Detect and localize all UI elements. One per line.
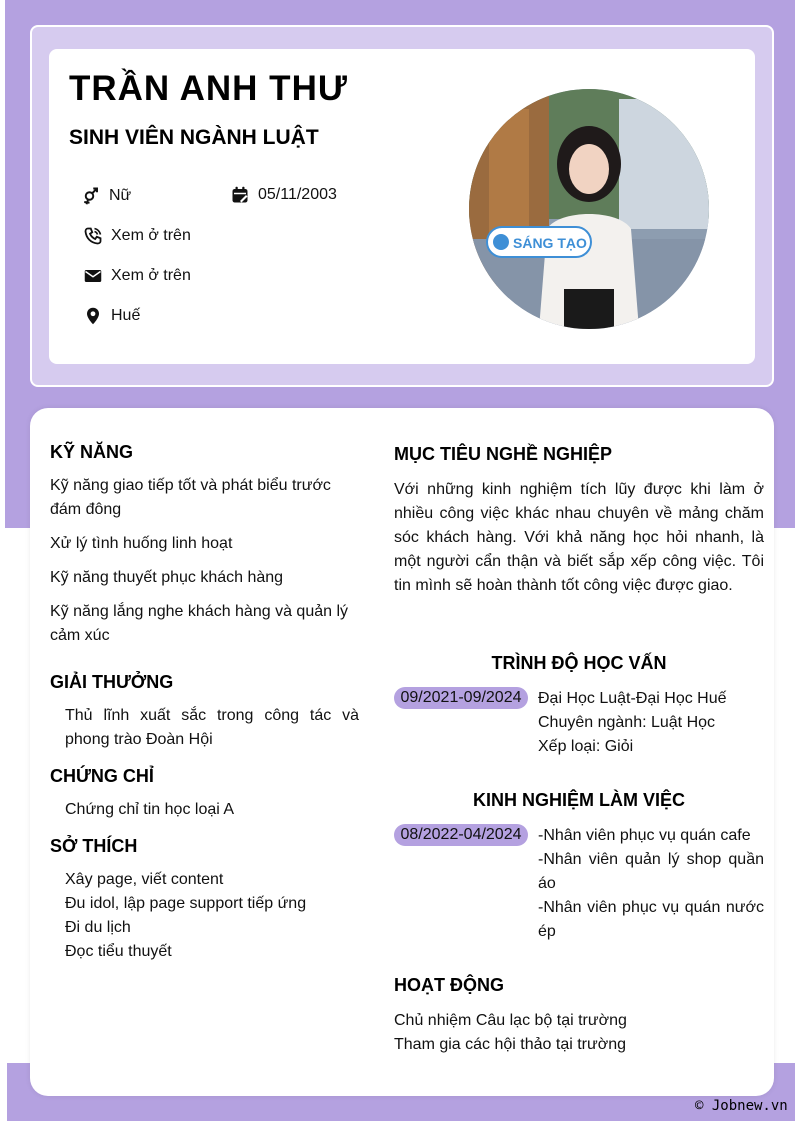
gender-info bbox=[82, 187, 131, 205]
hobbies-heading: SỞ THÍCH bbox=[50, 836, 138, 856]
skill-item: Kỹ năng thuyết phục khách hàng bbox=[50, 569, 284, 586]
address-info bbox=[84, 307, 140, 325]
hobby-item: Đọc tiểu thuyết bbox=[65, 943, 172, 960]
location-pin-icon bbox=[84, 307, 102, 325]
education-grade: Xếp loại: Giỏi bbox=[538, 738, 634, 755]
education-date: 09/2021-09/2024 bbox=[394, 687, 528, 709]
avatar-badge-text: SÁNG TẠO bbox=[513, 235, 587, 251]
candidate-title: SINH VIÊN NGÀNH LUẬT bbox=[69, 126, 319, 149]
education-school: Đại Học Luật-Đại Học Huế bbox=[538, 690, 727, 707]
hobby-item: Xây page, viết content bbox=[65, 871, 224, 888]
experience-item: -Nhân viên quản lý shop quần áo bbox=[538, 851, 764, 892]
phone-icon bbox=[84, 227, 102, 245]
phone-info bbox=[84, 227, 191, 245]
phone-value: Xem ở trên bbox=[111, 227, 191, 244]
skill-item: Xử lý tình huống linh hoạt bbox=[50, 535, 233, 552]
email-value: Xem ở trên bbox=[111, 267, 191, 284]
activities-heading: HOẠT ĐỘNG bbox=[394, 975, 504, 995]
skill-item: Kỹ năng giao tiếp tốt và phát biểu trước đám đông bbox=[50, 477, 331, 518]
email-icon bbox=[84, 267, 102, 285]
calendar-icon bbox=[231, 186, 249, 204]
education-heading: TRÌNH ĐỘ HỌC VẤN bbox=[491, 653, 667, 673]
header-frame bbox=[30, 25, 774, 387]
activity-item: Tham gia các hội thảo tại trường bbox=[394, 1036, 626, 1053]
certificate-item: Chứng chỉ tin học loại A bbox=[65, 801, 235, 818]
objective-text: Với những kinh nghiệm tích lũy được khi làm ở nhiều công việc khác nhau chuyên về mảng chăm sóc khách hàng. Với khả năng học hỏi nhanh, là một người cẩn thận và biết sắp xếp công việc. Tôi tin mình sẽ hoàn thành tốt công việc được giao. bbox=[394, 481, 764, 594]
certificates-heading: CHỨNG CHỈ bbox=[50, 766, 154, 786]
experience-heading: KINH NGHIỆM LÀM VIỆC bbox=[472, 790, 685, 810]
candidate-name: TRẦN ANH THƯ bbox=[69, 69, 348, 108]
experience-item: -Nhân viên phục vụ quán cafe bbox=[538, 827, 751, 844]
avatar-photo bbox=[469, 89, 709, 329]
birthdate-info bbox=[231, 186, 337, 204]
skills-heading: KỸ NĂNG bbox=[50, 442, 134, 462]
experience-date: 08/2022-04/2024 bbox=[394, 824, 528, 846]
gender-value: Nữ bbox=[109, 187, 132, 204]
birthdate-value: 05/11/2003 bbox=[258, 186, 337, 203]
hobby-item: Đu idol, lập page support tiếp ứng bbox=[65, 895, 307, 912]
main-content-card bbox=[30, 408, 774, 1096]
email-info bbox=[84, 267, 191, 285]
copyright-text: © Jobnew.vn bbox=[695, 1098, 788, 1114]
hobby-item: Đi du lịch bbox=[65, 919, 131, 936]
experience-item: -Nhân viên phục vụ quán nước ép bbox=[538, 899, 764, 940]
avatar bbox=[469, 89, 709, 329]
activity-item: Chủ nhiệm Câu lạc bộ tại trường bbox=[394, 1012, 627, 1029]
gender-icon bbox=[82, 187, 100, 205]
education-major: Chuyên ngành: Luật Học bbox=[538, 714, 716, 731]
skill-item: Kỹ năng lắng nghe khách hàng và quản lý cảm xúc bbox=[50, 603, 349, 644]
objective-heading: MỤC TIÊU NGHỀ NGHIỆP bbox=[394, 444, 613, 464]
award-item: Thủ lĩnh xuất sắc trong công tác và phong trào Đoàn Hội bbox=[65, 707, 359, 748]
awards-heading: GIẢI THƯỞNG bbox=[50, 672, 174, 692]
address-value: Huế bbox=[111, 307, 141, 324]
header-card bbox=[49, 49, 755, 364]
